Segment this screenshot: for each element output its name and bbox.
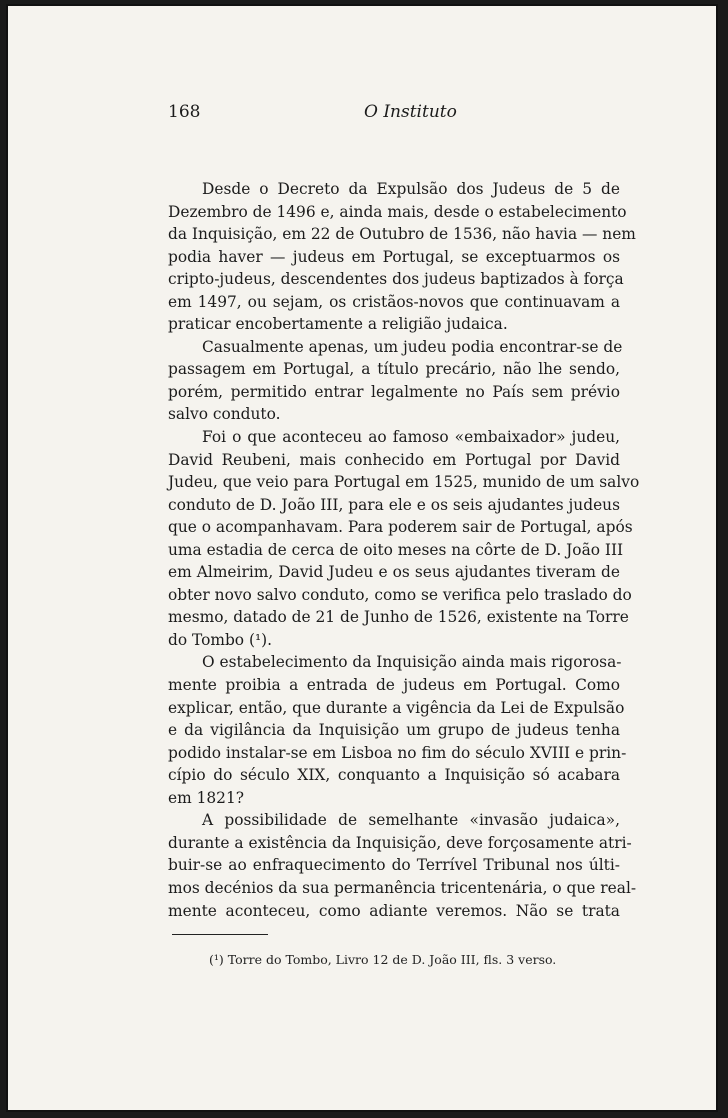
text-line: mos decénios da sua permanência tricentenária, o que real- bbox=[168, 878, 637, 897]
text-line: Desde o Decreto da Expulsão dos Judeus de 5 de bbox=[202, 180, 620, 198]
text-line: conduto de D. João III, para ele e os seis ajudantes judeus bbox=[168, 495, 620, 514]
text-line: mente aconteceu, como adiante veremos. Não se trata bbox=[168, 901, 620, 920]
page-number: 168 bbox=[168, 102, 201, 122]
book-page bbox=[6, 4, 718, 1112]
text-line: David Reubeni, mais conhecido em Portugal por David bbox=[168, 450, 620, 469]
text-line: obter novo salvo conduto, como se verifica pelo traslado do bbox=[168, 585, 632, 604]
text-line: em 1497, ou sejam, os cristãos-novos que continuavam a bbox=[168, 292, 620, 311]
body-text bbox=[168, 178, 640, 922]
text-line: da Inquisição, em 22 de Outubro de 1536, não havia — nem bbox=[168, 225, 636, 244]
text-line: Judeu, que veio para Portugal em 1525, munido de um salvo bbox=[168, 473, 640, 492]
text-line: cripto-judeus, descendentes dos judeus baptizados à força bbox=[168, 270, 624, 289]
text-line: podia haver — judeus em Portugal, se exceptuarmos os bbox=[168, 247, 620, 266]
text-line: salvo conduto. bbox=[168, 405, 281, 424]
text-line: explicar, então, que durante a vigência da Lei de Expulsão bbox=[168, 698, 625, 717]
text-line: passagem em Portugal, a título precário, não lhe sendo, bbox=[168, 360, 620, 379]
text-line: Foi o que aconteceu ao famoso «embaixador» judeu, bbox=[202, 428, 620, 447]
text-line: do Tombo (¹). bbox=[168, 630, 273, 649]
text-line: uma estadia de cerca de oito meses na côrte de D. João III bbox=[168, 540, 624, 559]
running-header bbox=[8, 102, 716, 126]
footnote: (¹) Torre do Tombo, Livro 12 de D. João III, fls. 3 verso. bbox=[209, 952, 557, 967]
text-line: mente proibia a entrada de judeus em Portugal. Como bbox=[168, 676, 620, 695]
text-line: durante a existência da Inquisição, deve forçosamente atri- bbox=[168, 833, 632, 852]
text-line: mesmo, datado de 21 de Junho de 1526, existente na Torre bbox=[168, 608, 629, 627]
text-line: Dezembro de 1496 e, ainda mais, desde o estabelecimento bbox=[168, 202, 627, 221]
text-line: podido instalar-se em Lisboa no fim do século XVIII e prin- bbox=[168, 743, 627, 762]
text-line: Casualmente apenas, um judeu podia encontrar-se de bbox=[202, 337, 623, 356]
running-title: O Instituto bbox=[364, 102, 457, 122]
text-line: que o acompanhavam. Para poderem sair de Portugal, após bbox=[168, 518, 633, 537]
text-line: cípio do século XIX, conquanto a Inquisição só acabara bbox=[168, 766, 620, 785]
text-line: e da vigilância da Inquisição um grupo de judeus tenha bbox=[168, 721, 620, 740]
text-line: porém, permitido entrar legalmente no País sem prévio bbox=[168, 382, 620, 401]
text-line: praticar encobertamente a religião judaica. bbox=[168, 315, 508, 334]
text-line: A possibilidade de semelhante «invasão judaica», bbox=[202, 811, 620, 830]
text-line: buir-se ao enfraquecimento do Terrível Tribunal nos últi- bbox=[168, 856, 620, 875]
footnote-rule bbox=[172, 934, 268, 935]
text-line: em 1821? bbox=[168, 788, 245, 807]
text-line: em Almeirim, David Judeu e os seus ajudantes tiveram de bbox=[168, 563, 620, 582]
text-line: O estabelecimento da Inquisição ainda mais rigorosa- bbox=[202, 653, 622, 672]
